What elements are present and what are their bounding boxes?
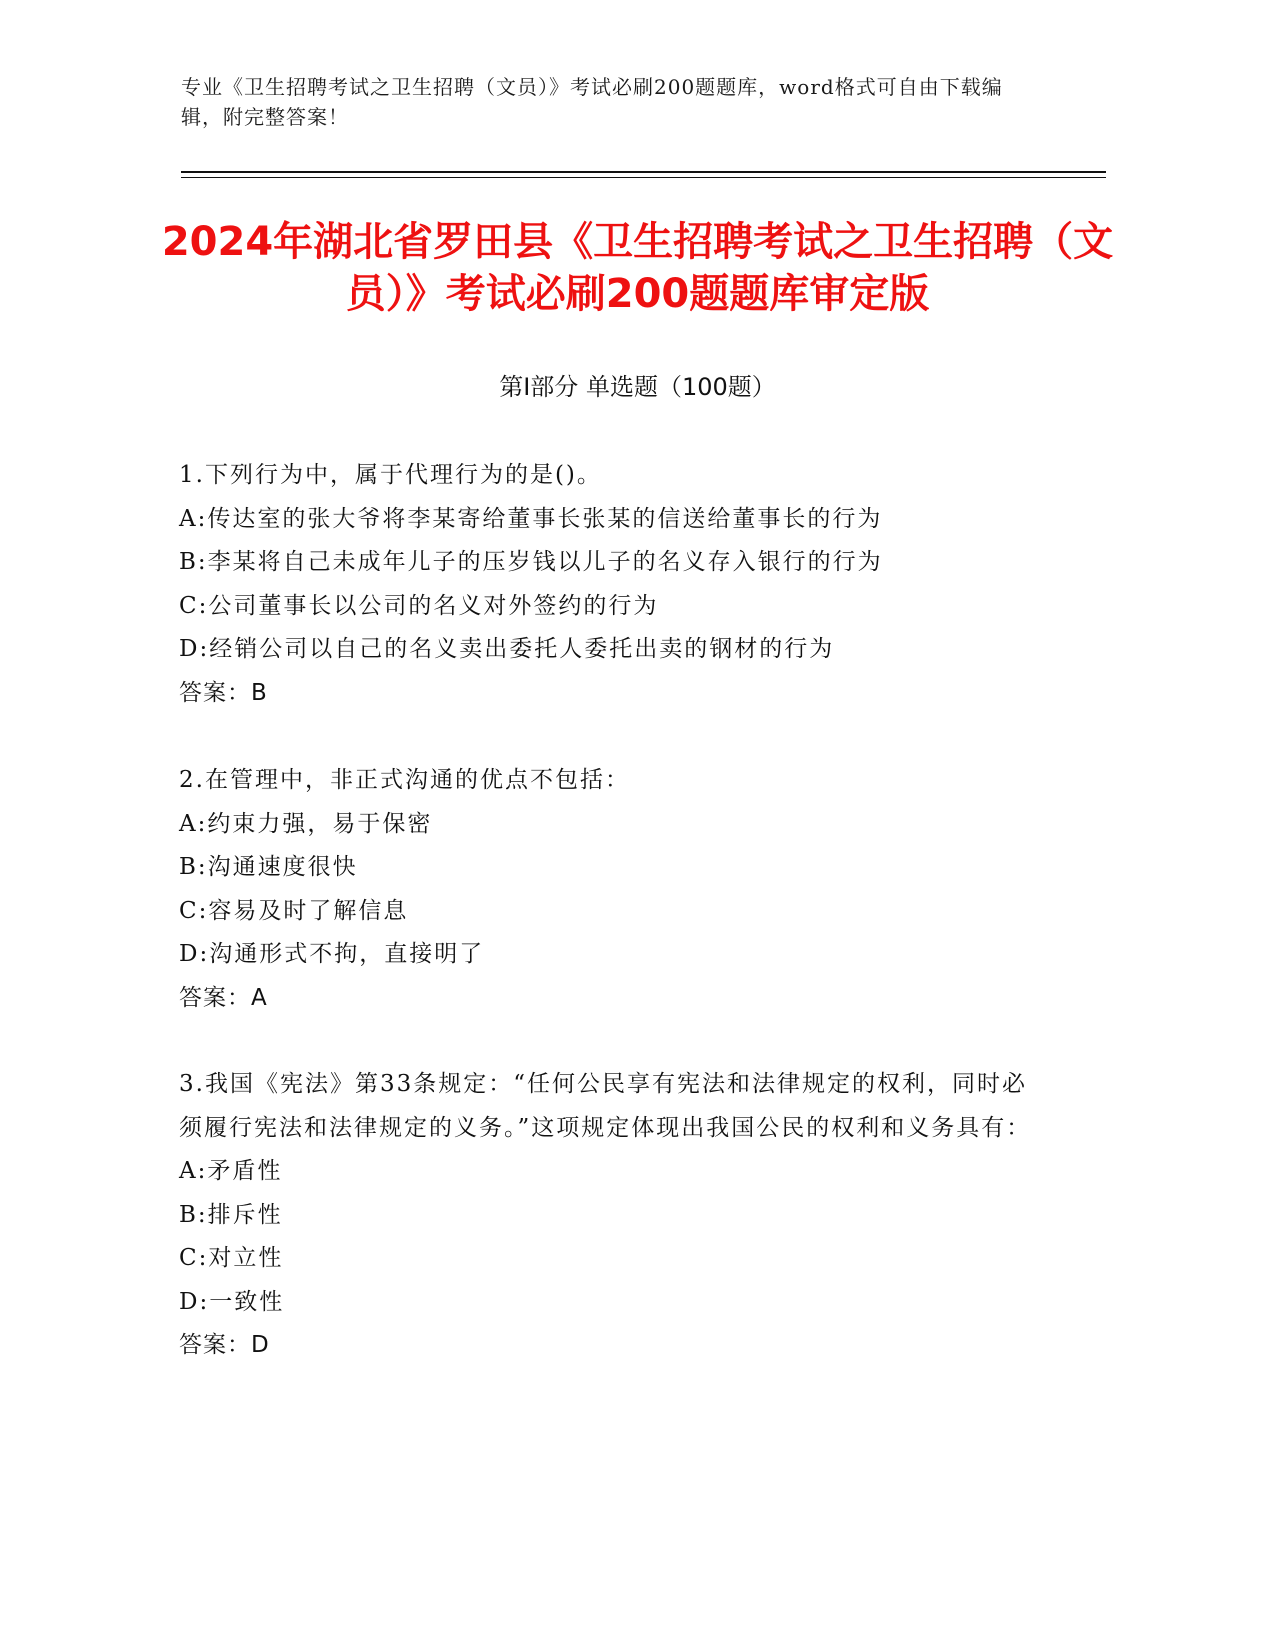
question-text: 1.下列行为中，属于代理行为的是()。 (179, 462, 602, 488)
option-d: D:经销公司以自己的名义卖出委托人委托出卖的钢材的行为 (179, 636, 835, 662)
header-divider-thick (181, 171, 1106, 173)
document-title: 2024年湖北省罗田县《卫生招聘考试之卫生招聘（文员）》考试必刷200题题库审定版 (161, 219, 1114, 317)
option-b: B:李某将自己未成年儿子的压岁钱以儿子的名义存入银行的行为 (179, 549, 883, 575)
option-c: C:对立性 (179, 1245, 284, 1271)
question-text: 2.在管理中，非正式沟通的优点不包括： (179, 767, 630, 793)
header-note: 专业《卫生招聘考试之卫生招聘（文员）》考试必刷200题题库，word格式可自由下载编辑，附完整答案！ (181, 75, 1003, 129)
header-divider-thin (181, 177, 1106, 178)
option-a: A:约束力强，易于保密 (179, 810, 433, 837)
question-text: 3.我国《宪法》第33条规定：“任何公民享有宪法和法律规定的权利，同时必须履行宪法和法律规定的义务。”这项规定体现出我国公民的权利和义务具有： (179, 1071, 1032, 1141)
question-1 (179, 454, 1039, 715)
answer: 答案：B (179, 679, 268, 706)
option-a: A:传达室的张大爷将李某寄给董事长张某的信送给董事长的行为 (179, 505, 883, 532)
option-d: D:沟通形式不拘，直接明了 (179, 941, 485, 967)
answer: 答案：D (179, 1332, 270, 1358)
question-2 (179, 759, 1039, 1020)
option-a: A:矛盾性 (179, 1158, 283, 1184)
option-c: C:公司董事长以公司的名义对外签约的行为 (179, 592, 659, 619)
answer: 答案：A (179, 984, 268, 1011)
option-c: C:容易及时了解信息 (179, 897, 409, 924)
question-3 (179, 1063, 1039, 1368)
section-title: 第I部分 单选题（100题） (499, 373, 776, 401)
option-b: B:排斥性 (179, 1201, 283, 1228)
option-b: B:沟通速度很快 (179, 854, 358, 880)
option-d: D:一致性 (179, 1288, 285, 1315)
